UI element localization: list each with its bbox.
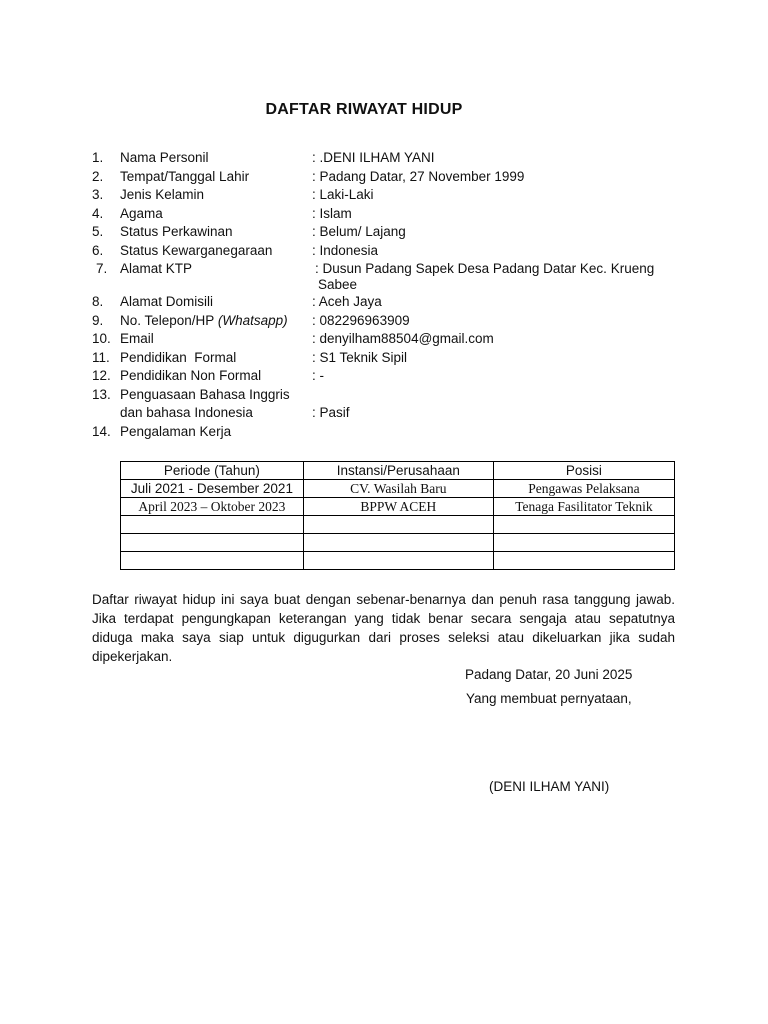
cell-company bbox=[303, 534, 493, 552]
cell-position: Pengawas Pelaksana bbox=[493, 480, 674, 498]
item-number: 10. bbox=[92, 331, 111, 346]
cell-period bbox=[121, 516, 304, 534]
item-value: : 082296963909 bbox=[312, 312, 410, 328]
item-number: 12. bbox=[92, 368, 111, 383]
header-period: Periode (Tahun) bbox=[121, 462, 304, 480]
item-value: : Padang Datar, 27 November 1999 bbox=[312, 168, 525, 184]
item-number: 11. bbox=[92, 349, 110, 365]
biodata-item-phone bbox=[92, 313, 692, 332]
item-label: Tempat/Tanggal Lahir bbox=[120, 168, 250, 184]
cell-position bbox=[493, 552, 674, 570]
place-date: Padang Datar, 20 Juni 2025 bbox=[465, 667, 633, 682]
statement-paragraph: Daftar riwayat hidup ini saya buat dengan sebenar-benarnya dan penuh rasa tanggung jawab. Jika terdapat pengungkapan keterangan yang tidak benar secara sengaja atau sepatutnya diduga maka saya siap untuk digugurkan dari proses seleksi atau dikeluarkan jika sudah dipekerjakan. bbox=[92, 592, 675, 664]
biodata-item-formal-education bbox=[92, 350, 692, 369]
biodata-item-email bbox=[92, 331, 692, 350]
biodata-item-religion bbox=[92, 206, 692, 225]
item-value bbox=[315, 261, 685, 293]
item-value: : Laki-Laki bbox=[312, 187, 374, 202]
item-value: : Pasif bbox=[312, 405, 350, 420]
item-label-line2: dan bahasa Indonesia bbox=[120, 405, 253, 420]
biodata-item-gender bbox=[92, 187, 692, 206]
cell-position: Tenaga Fasilitator Teknik bbox=[493, 498, 674, 516]
table-row bbox=[121, 534, 675, 552]
item-label: Agama bbox=[120, 205, 163, 221]
cell-period bbox=[121, 552, 304, 570]
item-number: 7. bbox=[96, 261, 108, 276]
cell-position bbox=[493, 516, 674, 534]
item-value: : Aceh Jaya bbox=[312, 294, 382, 309]
cell-period: Juli 2021 - Desember 2021 bbox=[121, 480, 304, 498]
biodata-item-domicile bbox=[92, 294, 692, 313]
header-position: Posisi bbox=[493, 462, 674, 480]
item-value: : Indonesia bbox=[312, 242, 379, 258]
biodata-item-language bbox=[92, 387, 692, 406]
maker-label: Yang membuat pernyataan, bbox=[466, 691, 632, 706]
item-label: Pendidikan Non Formal bbox=[120, 368, 262, 383]
item-number: 8. bbox=[92, 294, 104, 309]
item-number: 5. bbox=[92, 224, 104, 239]
item-number: 14. bbox=[92, 423, 111, 439]
cell-company bbox=[303, 552, 493, 570]
biodata-item-experience bbox=[92, 424, 692, 443]
biodata-item-language-cont bbox=[92, 405, 692, 424]
item-label: Alamat KTP bbox=[120, 261, 193, 276]
table-row bbox=[121, 552, 675, 570]
item-label: Pendidikan Formal bbox=[120, 349, 237, 365]
cell-company: CV. Wasilah Baru bbox=[303, 480, 493, 498]
item-label bbox=[120, 313, 288, 329]
cell-position bbox=[493, 534, 674, 552]
item-number: 2. bbox=[92, 168, 104, 184]
item-value: : .DENI ILHAM YANI bbox=[312, 150, 435, 165]
cell-period: April 2023 – Oktober 2023 bbox=[121, 498, 304, 516]
signer-name: (DENI ILHAM YANI) bbox=[489, 779, 610, 794]
cell-company: BPPW ACEH bbox=[303, 498, 493, 516]
item-value-line2: Sabee bbox=[318, 277, 358, 292]
biodata-item-citizenship bbox=[92, 243, 692, 262]
biodata-item-marital bbox=[92, 224, 692, 243]
item-label: Nama Personil bbox=[120, 150, 209, 165]
cell-company bbox=[303, 516, 493, 534]
item-number: 9. bbox=[92, 312, 104, 328]
item-value: : S1 Teknik Sipil bbox=[312, 349, 408, 365]
item-label-italic: (Whatsapp) bbox=[217, 312, 288, 328]
item-value: : denyilham88504@gmail.com bbox=[312, 331, 494, 346]
item-label: Pengalaman Kerja bbox=[120, 423, 232, 439]
item-label: Alamat Domisili bbox=[120, 294, 214, 309]
item-label: Email bbox=[120, 331, 154, 346]
biodata-item-nonformal-education bbox=[92, 368, 692, 387]
header-company: Instansi/Perusahaan bbox=[303, 462, 493, 480]
biodata-list bbox=[92, 150, 692, 442]
item-number: 6. bbox=[92, 242, 104, 258]
item-number: 4. bbox=[92, 205, 104, 221]
table-row bbox=[121, 516, 675, 534]
document-title: DAFTAR RIWAYAT HIDUP bbox=[265, 101, 463, 118]
item-label: Jenis Kelamin bbox=[120, 187, 205, 202]
item-number: 1. bbox=[92, 150, 104, 165]
item-value: : Islam bbox=[312, 205, 352, 221]
table-row bbox=[121, 498, 675, 516]
biodata-item-name bbox=[92, 150, 692, 169]
cell-period bbox=[121, 534, 304, 552]
item-label: Penguasaan Bahasa Inggris bbox=[120, 386, 290, 402]
item-value-line1: : Dusun Padang Sapek Desa Padang Datar Kec. Krueng bbox=[315, 261, 655, 276]
item-label: Status Perkawinan bbox=[120, 224, 233, 239]
item-value: : - bbox=[312, 368, 324, 383]
table-row bbox=[121, 480, 675, 498]
item-number: 13. bbox=[92, 386, 111, 402]
item-number: 3. bbox=[92, 187, 104, 202]
item-label-text: No. Telepon/HP bbox=[120, 312, 215, 328]
table-header-row bbox=[121, 462, 675, 480]
biodata-item-ktp-address bbox=[92, 261, 692, 294]
item-value: : Belum/ Lajang bbox=[312, 224, 406, 239]
item-label: Status Kewarganegaraan bbox=[120, 242, 273, 258]
experience-table bbox=[120, 461, 675, 570]
biodata-item-birth bbox=[92, 169, 692, 188]
